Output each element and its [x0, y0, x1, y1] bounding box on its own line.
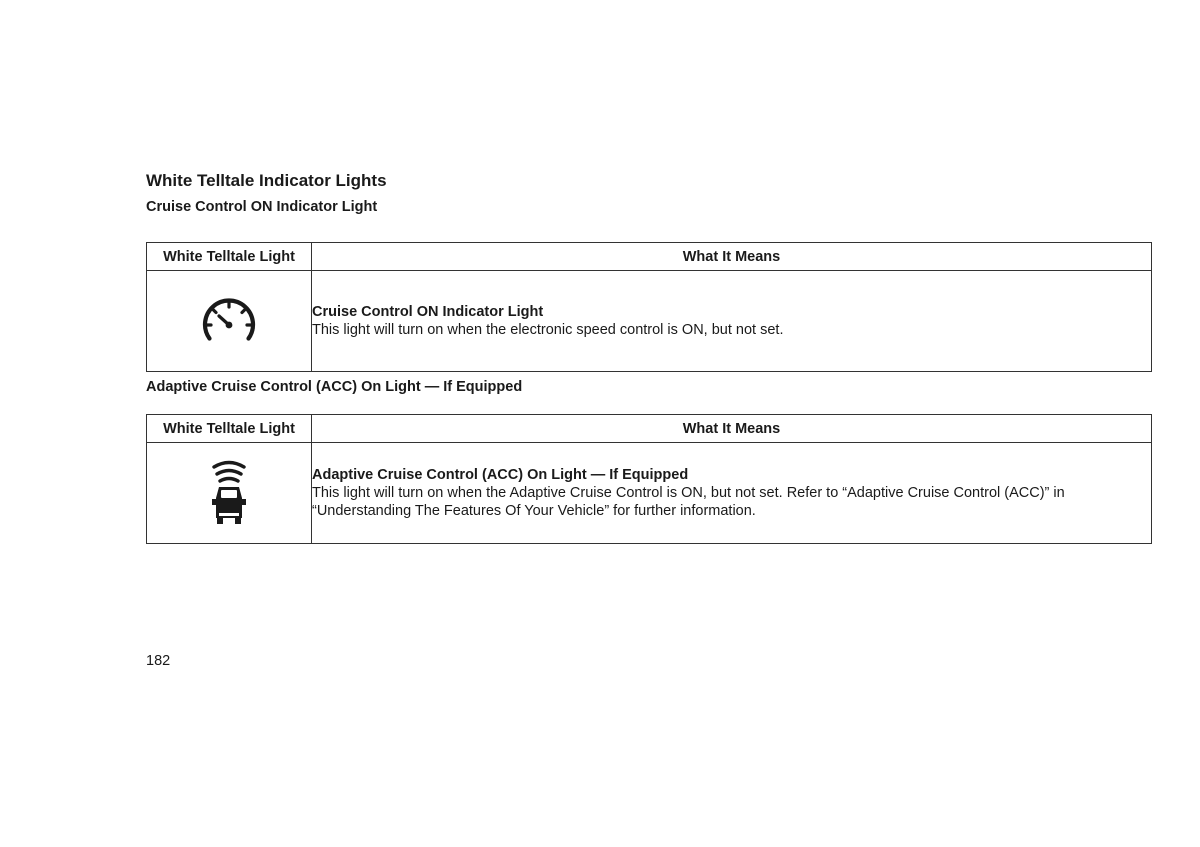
description-title: Cruise Control ON Indicator Light — [312, 304, 544, 320]
description-body: This light will turn on when the Adaptive Cruise Control is ON, but not set. Refer to “Adaptive Cruise Control (ACC)” in “Understanding The Features Of Your Vehicle” for further information. — [312, 485, 1065, 519]
table-header-row — [147, 243, 1152, 271]
telltale-table-cruise — [146, 242, 1152, 372]
speedometer-icon — [199, 313, 259, 329]
page-number: 182 — [146, 653, 171, 669]
icon-cell — [147, 271, 312, 372]
column-header-meaning: What It Means — [312, 243, 1152, 271]
telltale-table-acc — [146, 414, 1152, 544]
description-cell — [312, 271, 1152, 372]
page-heading: White Telltale Indicator Lights — [146, 171, 387, 190]
icon-cell — [147, 443, 312, 544]
description-body: This light will turn on when the electronic speed control is ON, but not set. — [312, 322, 784, 338]
adaptive-cruise-vehicle-icon — [209, 485, 249, 501]
subsection-title-acc: Adaptive Cruise Control (ACC) On Light — If Equipped — [146, 379, 523, 395]
table-row — [147, 271, 1152, 372]
table-header-row — [147, 415, 1152, 443]
column-header-light: White Telltale Light — [147, 243, 312, 271]
column-header-meaning: What It Means — [312, 415, 1152, 443]
table-row — [147, 443, 1152, 544]
description-cell — [312, 443, 1152, 544]
description-title: Adaptive Cruise Control (ACC) On Light — If Equipped — [312, 467, 689, 483]
column-header-light: White Telltale Light — [147, 415, 312, 443]
subsection-title-cruise: Cruise Control ON Indicator Light — [146, 199, 378, 215]
